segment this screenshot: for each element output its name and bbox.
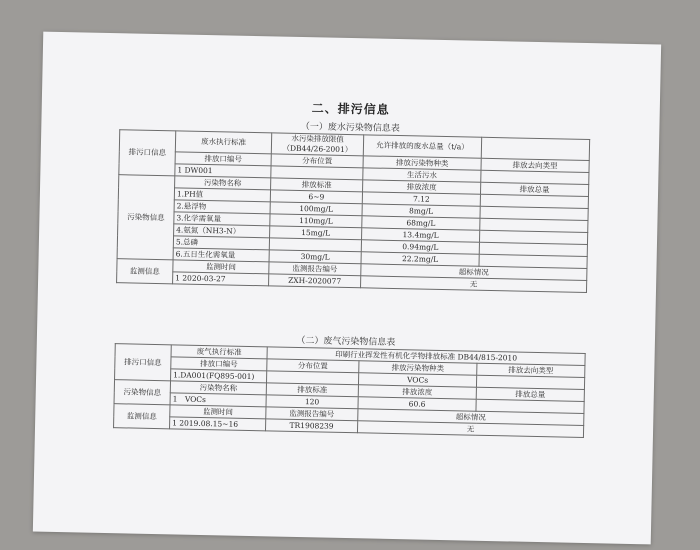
table-cell: 8mg/L	[362, 204, 480, 218]
table-cell: VOCs	[358, 373, 476, 387]
section-label: 排污口信息	[119, 130, 176, 176]
column-header: 允许排放的废水总量（t/a）	[363, 135, 481, 158]
table-cell: 1 VOCs	[170, 393, 266, 407]
table-cell: 6.五日生化需氧量	[173, 248, 269, 262]
column-header: 超标情况	[358, 409, 584, 426]
column-header: 监测报告编号	[266, 407, 358, 421]
table-cell: 4.氨氮（NH3-N）	[174, 224, 270, 238]
table-cell: 5.总磷	[173, 236, 269, 250]
column-header: 污染物名称	[170, 381, 266, 395]
table-cell: 68mg/L	[362, 216, 480, 230]
table-cell: 6~9	[270, 190, 362, 204]
column-header: 超标情况	[361, 264, 587, 281]
column-header: 排放标准	[271, 178, 363, 192]
gas-table-caption: （二）废气污染物信息表	[296, 335, 396, 349]
table-cell	[481, 137, 589, 160]
table-cell: 1 DW001	[175, 164, 271, 178]
table-cell: TR1908239	[265, 419, 357, 433]
section-label: 监测信息	[117, 259, 173, 284]
column-header: 排放总量	[476, 387, 584, 401]
column-header: 排放污染物种类	[363, 156, 481, 170]
section-label: 监测信息	[114, 404, 170, 429]
table-cell: ZXH-2020077	[269, 274, 361, 288]
table-cell: 2.悬浮物	[174, 200, 270, 214]
table-cell: 30mg/L	[269, 250, 361, 264]
table-cell: 1.PH值	[174, 188, 270, 202]
column-header: 分布位置	[267, 359, 359, 373]
column-header: 排放去向类型	[481, 158, 589, 172]
page-title: 二、排污信息	[311, 101, 390, 117]
standard-name: 水污染排放限值	[291, 133, 344, 144]
table-cell: 13.4mg/L	[362, 228, 480, 242]
section-label: 污染物信息	[117, 175, 175, 260]
table-cell: 3.化学需氧量	[174, 212, 270, 226]
column-header: 排放浓度	[363, 180, 481, 194]
table-cell: 110mg/L	[270, 214, 362, 228]
section-label: 污染物信息	[114, 380, 170, 405]
table-cell: 0.94mg/L	[361, 240, 479, 254]
table-cell: 120	[266, 395, 358, 409]
table-cell: 无	[357, 421, 583, 438]
column-header: 废气执行标准	[171, 345, 267, 359]
table-cell: 生活污水	[363, 168, 481, 182]
table-cell: 1 2019.08.15~16	[170, 417, 266, 431]
gas-pollutant-table	[113, 343, 586, 438]
table-cell: 22.2mg/L	[361, 252, 479, 266]
column-header	[271, 133, 363, 156]
column-header: 排放去向类型	[477, 363, 585, 377]
table-cell: 60.6	[358, 397, 476, 411]
column-header: 监测时间	[170, 405, 266, 419]
column-header: 监测报告编号	[269, 262, 361, 276]
table-cell: 15mg/L	[270, 226, 362, 240]
column-header: 分布位置	[271, 154, 363, 168]
column-header: 排放污染物种类	[359, 361, 477, 375]
water-pollutant-table	[116, 129, 590, 293]
table-cell: 无	[361, 276, 587, 293]
water-table-caption: （一）废水污染物信息表	[300, 121, 400, 135]
column-header: 排放总量	[480, 182, 588, 196]
table-cell: 100mg/L	[270, 202, 362, 216]
standard-code: （DB44/26-2001）	[282, 143, 353, 155]
table-cell: 1 2020-03-27	[173, 272, 269, 286]
column-header: 排放浓度	[358, 385, 476, 399]
section-label: 排污口信息	[115, 344, 172, 381]
column-header: 排放口编号	[175, 152, 271, 166]
table-cell: 7.12	[362, 192, 480, 206]
column-header: 排放标准	[266, 383, 358, 397]
column-header: 废水执行标准	[175, 131, 271, 154]
column-header: 污染物名称	[175, 176, 271, 190]
column-header: 监测时间	[173, 260, 269, 274]
document-page	[33, 32, 661, 545]
table-cell: 1.DA001(FQ895-001)	[171, 369, 267, 383]
column-header: 排放口编号	[171, 357, 267, 371]
table-cell: 印刷行业挥发性有机化学物排放标准 DB44/815-2010	[267, 347, 585, 366]
